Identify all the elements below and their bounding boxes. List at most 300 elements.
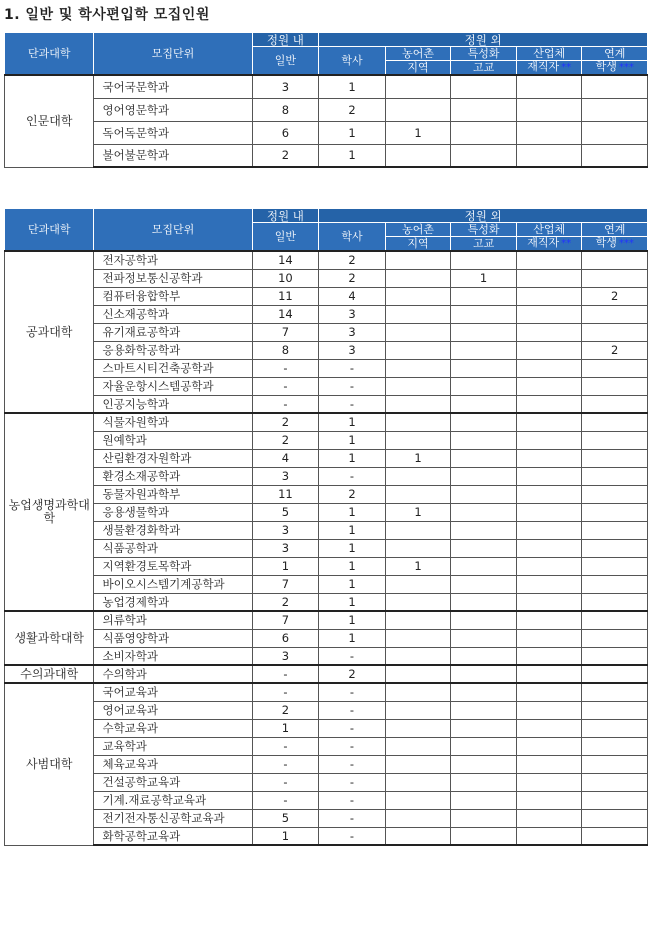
linked-cell [582, 665, 648, 683]
bachelor-cell: 2 [319, 665, 386, 683]
general-cell: 11 [252, 287, 319, 305]
general-cell: 8 [252, 98, 319, 121]
linked-cell [582, 359, 648, 377]
rural-cell [385, 611, 451, 629]
department-cell: 유기재료공학과 [94, 323, 252, 341]
table-row [5, 395, 648, 413]
department-cell: 국어교육과 [94, 683, 252, 701]
general-cell: 3 [252, 467, 319, 485]
rural-cell [385, 323, 451, 341]
department-cell: 독어독문학과 [94, 121, 252, 144]
special-cell [451, 593, 517, 611]
table-row [5, 593, 648, 611]
header-unit: 모집단위 [94, 209, 252, 252]
rural-cell [385, 341, 451, 359]
industry-cell [516, 791, 582, 809]
special-cell [451, 449, 517, 467]
rural-cell [385, 377, 451, 395]
special-cell [451, 251, 517, 269]
linked-cell [582, 323, 648, 341]
linked-cell [582, 75, 648, 98]
rural-cell [385, 593, 451, 611]
industry-cell [516, 629, 582, 647]
department-cell: 소비자학과 [94, 647, 252, 665]
bachelor-cell: 2 [319, 485, 386, 503]
general-cell: - [252, 665, 319, 683]
header-bachelor: 학사 [319, 47, 386, 76]
header-out-quota: 정원 외 [319, 209, 648, 223]
special-cell [451, 809, 517, 827]
linked-cell [582, 98, 648, 121]
admission-table-humanities [4, 32, 648, 168]
bachelor-cell: - [319, 773, 386, 791]
rural-cell [385, 269, 451, 287]
header-out-quota: 정원 외 [319, 33, 648, 47]
department-cell: 국어국문학과 [94, 75, 252, 98]
rural-cell: 1 [385, 449, 451, 467]
special-cell [451, 647, 517, 665]
department-cell: 전기전자통신공학교육과 [94, 809, 252, 827]
linked-cell [582, 629, 648, 647]
industry-cell [516, 665, 582, 683]
general-cell: 2 [252, 701, 319, 719]
rural-cell [385, 665, 451, 683]
table-row [5, 341, 648, 359]
department-cell: 수학교육과 [94, 719, 252, 737]
industry-cell [516, 305, 582, 323]
bachelor-cell: - [319, 377, 386, 395]
bachelor-cell: 1 [319, 575, 386, 593]
bachelor-cell: - [319, 755, 386, 773]
table-row [5, 773, 648, 791]
bachelor-cell: - [319, 701, 386, 719]
general-cell: 5 [252, 809, 319, 827]
linked-cell [582, 521, 648, 539]
linked-cell [582, 593, 648, 611]
header-rural: 농어촌 [385, 223, 451, 237]
industry-cell [516, 755, 582, 773]
special-cell [451, 629, 517, 647]
general-cell: 6 [252, 121, 319, 144]
linked-cell [582, 755, 648, 773]
general-cell: 6 [252, 629, 319, 647]
industry-cell [516, 323, 582, 341]
general-cell: - [252, 395, 319, 413]
industry-cell [516, 539, 582, 557]
linked-cell [582, 719, 648, 737]
table-body [5, 251, 648, 845]
general-cell: - [252, 359, 319, 377]
college-cell: 사범대학 [5, 683, 94, 845]
general-cell: - [252, 377, 319, 395]
table-row [5, 611, 648, 629]
department-cell: 원예학과 [94, 431, 252, 449]
department-cell: 영어교육과 [94, 701, 252, 719]
linked-cell [582, 121, 648, 144]
table-row [5, 75, 648, 98]
special-cell [451, 719, 517, 737]
table-row [5, 485, 648, 503]
rural-cell [385, 287, 451, 305]
department-cell: 자율운항시스템공학과 [94, 377, 252, 395]
industry-cell [516, 647, 582, 665]
general-cell: 3 [252, 647, 319, 665]
table-row [5, 287, 648, 305]
industry-cell [516, 503, 582, 521]
special-cell [451, 431, 517, 449]
header-college: 단과대학 [5, 33, 94, 76]
industry-cell [516, 75, 582, 98]
linked-cell [582, 269, 648, 287]
department-cell: 식품공학과 [94, 539, 252, 557]
department-cell: 컴퓨터융합학부 [94, 287, 252, 305]
rural-cell [385, 755, 451, 773]
industry-cell [516, 431, 582, 449]
department-cell: 식물자원학과 [94, 413, 252, 431]
department-cell: 기계.재료공학교육과 [94, 791, 252, 809]
department-cell: 건설공학교육과 [94, 773, 252, 791]
table-row [5, 323, 648, 341]
special-cell [451, 121, 517, 144]
rural-cell [385, 431, 451, 449]
table-row [5, 467, 648, 485]
linked-cell [582, 773, 648, 791]
college-cell: 농업생명과학대학 [5, 413, 94, 611]
general-cell: - [252, 791, 319, 809]
industry-cell [516, 467, 582, 485]
general-cell: 2 [252, 413, 319, 431]
bachelor-cell: 1 [319, 629, 386, 647]
bachelor-cell: - [319, 683, 386, 701]
table-row [5, 413, 648, 431]
header-college: 단과대학 [5, 209, 94, 252]
special-cell [451, 287, 517, 305]
industry-cell [516, 521, 582, 539]
industry-cell [516, 557, 582, 575]
linked-cell [582, 557, 648, 575]
general-cell: 4 [252, 449, 319, 467]
rural-cell: 1 [385, 557, 451, 575]
special-cell [451, 737, 517, 755]
rural-cell [385, 75, 451, 98]
linked-cell [582, 251, 648, 269]
rural-cell [385, 413, 451, 431]
college-cell: 공과대학 [5, 251, 94, 413]
bachelor-cell: - [319, 791, 386, 809]
general-cell: 7 [252, 323, 319, 341]
department-cell: 생물환경화학과 [94, 521, 252, 539]
general-cell: 11 [252, 485, 319, 503]
rural-cell [385, 809, 451, 827]
bachelor-cell: 1 [319, 449, 386, 467]
header-general: 일반 [252, 47, 319, 76]
table-row [5, 809, 648, 827]
header-linked-label: 학생 [595, 60, 617, 73]
bachelor-cell: 3 [319, 323, 386, 341]
bachelor-cell: 4 [319, 287, 386, 305]
department-cell: 교육학과 [94, 737, 252, 755]
special-cell [451, 75, 517, 98]
general-cell: 3 [252, 521, 319, 539]
rural-cell [385, 395, 451, 413]
linked-cell [582, 647, 648, 665]
header-special: 특성화 [451, 47, 517, 61]
department-cell: 신소재공학과 [94, 305, 252, 323]
linked-cell [582, 539, 648, 557]
header-linked-label: 학생 [595, 236, 617, 249]
linked-cell: 2 [582, 341, 648, 359]
linked-cell [582, 485, 648, 503]
linked-cell [582, 144, 648, 167]
header-special-2: 고교 [451, 237, 517, 252]
rural-cell [385, 144, 451, 167]
bachelor-cell: 1 [319, 593, 386, 611]
header-linked-2 [582, 237, 648, 252]
bachelor-cell: 2 [319, 251, 386, 269]
table-row [5, 359, 648, 377]
college-cell: 인문대학 [5, 75, 94, 167]
table-row [5, 737, 648, 755]
special-cell [451, 341, 517, 359]
bachelor-cell: 2 [319, 98, 386, 121]
department-cell: 인공지능학과 [94, 395, 252, 413]
header-rural: 농어촌 [385, 47, 451, 61]
general-cell: - [252, 773, 319, 791]
special-cell [451, 557, 517, 575]
industry-cell [516, 737, 582, 755]
header-rural-2: 지역 [385, 237, 451, 252]
general-cell: 5 [252, 503, 319, 521]
industry-cell [516, 377, 582, 395]
general-cell: 8 [252, 341, 319, 359]
general-cell: - [252, 755, 319, 773]
linked-cell [582, 701, 648, 719]
special-cell [451, 377, 517, 395]
table-row [5, 521, 648, 539]
industry-cell [516, 121, 582, 144]
bachelor-cell: 1 [319, 121, 386, 144]
department-cell: 응용화학공학과 [94, 341, 252, 359]
special-cell [451, 323, 517, 341]
department-cell: 바이오시스템기계공학과 [94, 575, 252, 593]
general-cell: - [252, 683, 319, 701]
general-cell: 1 [252, 827, 319, 845]
special-cell [451, 827, 517, 845]
header-general: 일반 [252, 223, 319, 252]
bachelor-cell: 1 [319, 539, 386, 557]
header-in-quota: 정원 내 [252, 33, 319, 47]
bachelor-cell: - [319, 809, 386, 827]
rural-cell [385, 521, 451, 539]
bachelor-cell: 1 [319, 611, 386, 629]
industry-cell [516, 449, 582, 467]
linked-cell [582, 611, 648, 629]
special-cell [451, 305, 517, 323]
table-row [5, 719, 648, 737]
table-row [5, 305, 648, 323]
general-cell: 10 [252, 269, 319, 287]
industry-cell [516, 575, 582, 593]
rural-cell [385, 575, 451, 593]
table-row [5, 647, 648, 665]
industry-cell [516, 701, 582, 719]
header-industry-label: 재직자 [527, 60, 560, 73]
general-cell: 1 [252, 719, 319, 737]
industry-cell [516, 773, 582, 791]
table-header [5, 209, 648, 252]
header-linked: 연계 [582, 47, 648, 61]
special-cell [451, 701, 517, 719]
header-rural-2: 지역 [385, 61, 451, 76]
page-title: 1. 일반 및 학사편입학 모집인원 [4, 7, 210, 23]
rural-cell [385, 773, 451, 791]
linked-cell [582, 791, 648, 809]
industry-cell [516, 287, 582, 305]
general-cell: 1 [252, 557, 319, 575]
linked-cell [582, 737, 648, 755]
special-cell [451, 98, 517, 121]
rural-cell [385, 485, 451, 503]
department-cell: 응용생물학과 [94, 503, 252, 521]
table-row [5, 539, 648, 557]
special-cell [451, 683, 517, 701]
linked-cell [582, 575, 648, 593]
header-industry-label: 재직자 [527, 236, 560, 249]
header-in-quota: 정원 내 [252, 209, 319, 223]
department-cell: 불어불문학과 [94, 144, 252, 167]
linked-cell [582, 431, 648, 449]
rural-cell [385, 305, 451, 323]
department-cell: 화학공학교육과 [94, 827, 252, 845]
department-cell: 의류학과 [94, 611, 252, 629]
header-industry: 산업체 [516, 47, 582, 61]
header-unit: 모집단위 [94, 33, 252, 76]
general-cell: 3 [252, 539, 319, 557]
industry-cell [516, 359, 582, 377]
table-row [5, 449, 648, 467]
header-special-2: 고교 [451, 61, 517, 76]
industry-cell [516, 269, 582, 287]
rural-cell [385, 98, 451, 121]
industry-cell [516, 98, 582, 121]
bachelor-cell: 1 [319, 144, 386, 167]
linked-cell [582, 449, 648, 467]
bachelor-cell: 2 [319, 269, 386, 287]
table-row [5, 377, 648, 395]
header-linked-mark: *** [618, 238, 634, 249]
special-cell [451, 773, 517, 791]
table-row [5, 683, 648, 701]
linked-cell [582, 503, 648, 521]
rural-cell [385, 737, 451, 755]
table-row [5, 575, 648, 593]
header-linked-mark: *** [618, 62, 634, 73]
general-cell: 2 [252, 431, 319, 449]
bachelor-cell: 1 [319, 503, 386, 521]
table-row [5, 827, 648, 845]
table-row [5, 791, 648, 809]
linked-cell [582, 467, 648, 485]
special-cell [451, 395, 517, 413]
rural-cell [385, 683, 451, 701]
special-cell [451, 539, 517, 557]
header-industry: 산업체 [516, 223, 582, 237]
table-body [5, 75, 648, 167]
bachelor-cell: - [319, 827, 386, 845]
department-cell: 산림환경자원학과 [94, 449, 252, 467]
industry-cell [516, 809, 582, 827]
rural-cell [385, 467, 451, 485]
industry-cell [516, 251, 582, 269]
special-cell [451, 503, 517, 521]
department-cell: 스마트시티건축공학과 [94, 359, 252, 377]
linked-cell [582, 809, 648, 827]
general-cell: 14 [252, 305, 319, 323]
general-cell: 2 [252, 593, 319, 611]
industry-cell [516, 683, 582, 701]
table-row [5, 701, 648, 719]
rural-cell [385, 359, 451, 377]
department-cell: 환경소재공학과 [94, 467, 252, 485]
bachelor-cell: - [319, 395, 386, 413]
header-special: 특성화 [451, 223, 517, 237]
bachelor-cell: - [319, 359, 386, 377]
industry-cell [516, 341, 582, 359]
table-row [5, 431, 648, 449]
department-cell: 동물자원과학부 [94, 485, 252, 503]
special-cell: 1 [451, 269, 517, 287]
table-row [5, 144, 648, 167]
header-bachelor: 학사 [319, 223, 386, 252]
admission-table-main [4, 208, 648, 846]
industry-cell [516, 144, 582, 167]
header-linked-2 [582, 61, 648, 76]
department-cell: 수의학과 [94, 665, 252, 683]
special-cell [451, 755, 517, 773]
special-cell [451, 575, 517, 593]
industry-cell [516, 827, 582, 845]
linked-cell [582, 683, 648, 701]
header-industry-mark: ** [561, 238, 572, 249]
table-row [5, 503, 648, 521]
special-cell [451, 413, 517, 431]
bachelor-cell: - [319, 737, 386, 755]
bachelor-cell: - [319, 719, 386, 737]
department-cell: 농업경제학과 [94, 593, 252, 611]
industry-cell [516, 413, 582, 431]
rural-cell [385, 791, 451, 809]
table-row [5, 98, 648, 121]
special-cell [451, 467, 517, 485]
general-cell: - [252, 737, 319, 755]
header-industry-2 [516, 237, 582, 252]
general-cell: 7 [252, 575, 319, 593]
linked-cell [582, 413, 648, 431]
department-cell: 영어영문학과 [94, 98, 252, 121]
linked-cell [582, 827, 648, 845]
linked-cell [582, 395, 648, 413]
header-linked: 연계 [582, 223, 648, 237]
industry-cell [516, 485, 582, 503]
bachelor-cell: 1 [319, 75, 386, 98]
bachelor-cell: 3 [319, 341, 386, 359]
bachelor-cell: 1 [319, 431, 386, 449]
table-row [5, 269, 648, 287]
bachelor-cell: 1 [319, 557, 386, 575]
rural-cell [385, 251, 451, 269]
rural-cell [385, 719, 451, 737]
special-cell [451, 521, 517, 539]
